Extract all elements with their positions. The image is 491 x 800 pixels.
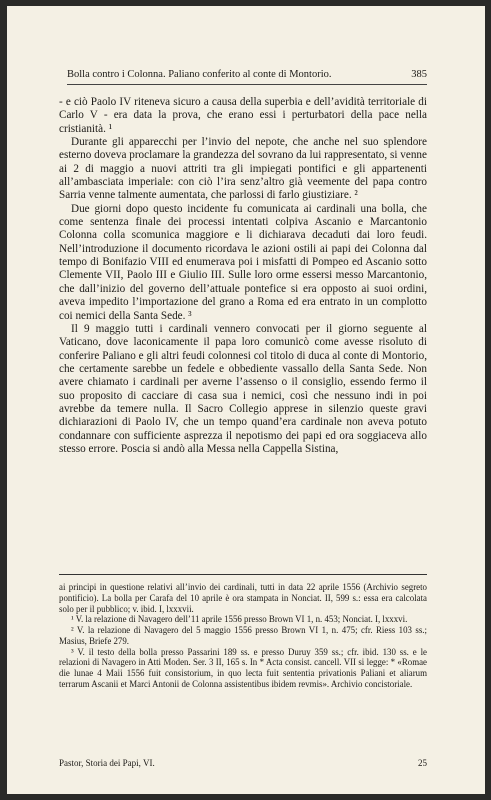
running-header bbox=[67, 68, 427, 85]
footer-signature: Pastor, Storia dei Papi, VI. bbox=[59, 758, 155, 768]
signature-number: 25 bbox=[418, 758, 427, 768]
footnote: ³ V. il testo della bolla presso Passarini 189 ss. e presso Duruy 359 ss.; cfr. ibid. 130 ss. e le relazioni di Navagero in Atti Moden. Ser. 3 II, 165 s. In * Acta consist. cancell. VII si legge: * «Romae die lunae 4 Maii 1556 fuit consistorium, in quo lecta fuit sententia privationis Paliani et aliarum terrarum Ascanii et Marci Antonii de Colonna assistentibus ibidem revmis». Archivio concistoriale. bbox=[59, 646, 427, 689]
page-number: 385 bbox=[411, 69, 427, 80]
footnote: ² V. la relazione di Navagero del 5 maggio 1556 presso Brown VI 1, n. 475; cfr. Riess 103 ss.; Masius, Briefe 279. bbox=[59, 625, 427, 646]
paragraph: Durante gli apparecchi per l’invio del nepote, che anche nel suo splendore esterno doveva proclamare la grandezza del sovrano da lui rappresentato, si venne ai 2 di maggio a nuovi attriti tra gli impiegati pontifici e gli appartenenti all’ambasciata imperiale: con ciò l’ira senz’altro già veemente del papa contro Sarria venne talmente aumentata, che parlossi di farlo giustiziare. ² bbox=[59, 136, 427, 202]
paragraph: Il 9 maggio tutti i cardinali vennero convocati per il giorno seguente al Vaticano, dove laconicamente il papa loro comunicò come avesse risoluto di conferire Paliano e gli altri feudi colonnesi col titolo di duca al conte di Montorio, che certamente sarebbe un fedele e obbediente vassallo della Santa Sede. Non avere chiamato i cardinali per averne l’assenso o il consiglio, essendo fermo il suo proposito di cacciare di casa sua i nemici, così che nessuno indi in poi avrebbe da temere nulla. Il Sacro Collegio apprese in silenzio queste gravi dichiarazioni di Paolo IV, che un tempo quand’era cardinale non aveva potuto condannare con sufficiente asprezza il nepotismo dei papi ed ora soggiaceva allo stesso errore. Poscia si andò alla Messa nella Cappella Sistina, bbox=[59, 322, 427, 455]
running-title: Bolla contro i Colonna. Paliano conferito al conte di Montorio. bbox=[67, 69, 332, 80]
footnotes bbox=[59, 582, 427, 690]
book-page bbox=[7, 6, 485, 794]
paragraph: Due giorni dopo questo incidente fu comunicata ai cardinali una bolla, che come sentenza finale dei processi intentati colpiva Ascanio e Marcantonio Colonna colla scomunica maggiore e li dichiarava decaduti dai loro feudi. Nell’introduzione il documento ricordava le azioni ostili ai papi dei Colonna dal tempo di Bonifazio VIII ed enumerava poi i misfatti di Pompeo ed Ascanio sotto Clemente VII, Paolo III e Giulio III. Sulle loro orme essersi messo Marcantonio, che dall’inizio del governo dell’attuale pontefice si era opposto ai suoi ordini, aveva impedito l’importazione del grano a Roma ed era entrato in un complotto coi nemici della Santa Sede. ³ bbox=[59, 202, 427, 322]
footnote: ai principi in questione relativi all’invio dei cardinali, tutti in data 22 aprile 1556 (Archivio segreto pontificio). La bolla per Carafa del 10 aprile è ora stampata in Nonciat. II, 599 s.: essa era calcolata solo per il pubblico; v. ibid. I, lxxxvii. bbox=[59, 582, 427, 614]
footnote: ¹ V. la relazione di Navagero dell’11 aprile 1556 presso Brown VI 1, n. 453; Nonciat. I, lxxxvi. bbox=[71, 614, 408, 625]
footnote-divider bbox=[59, 574, 427, 575]
page-footer bbox=[59, 758, 427, 769]
paragraph: - e ciò Paolo IV riteneva sicuro a causa della superbia e dell’avidità territoriale di Carlo V - era data la prova, che erano essi i perturbatori della pace nella cristianità. ¹ bbox=[59, 96, 427, 135]
main-text bbox=[59, 96, 427, 456]
